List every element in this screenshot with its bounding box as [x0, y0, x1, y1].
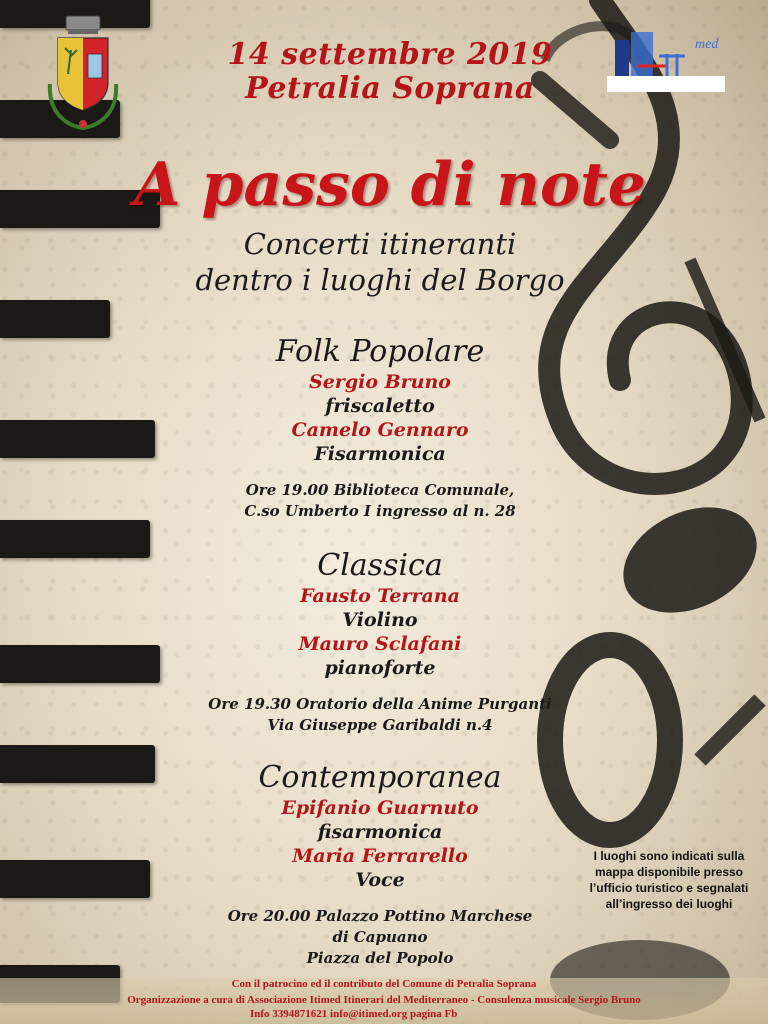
venue-line: di Capuano — [332, 928, 428, 946]
piano-key — [0, 300, 110, 338]
performer-name: Mauro Sclafani — [298, 633, 462, 655]
performer-name: Camelo Gennaro — [291, 419, 469, 441]
section-title: Contemporanea — [258, 760, 502, 795]
performer-instrument: pianoforte — [324, 657, 436, 679]
venue-line: Ore 19.00 Biblioteca Comunale, — [245, 481, 515, 499]
event-date-place — [130, 38, 650, 106]
subtitle-line-1: Concerti itineranti — [243, 227, 517, 261]
municipal-crest-logo — [38, 14, 128, 134]
venue-line: Via Giuseppe Garibaldi n.4 — [267, 716, 493, 734]
note-line: all’ingresso dei luoghi — [605, 897, 733, 911]
performer-instrument: friscaletto — [325, 395, 435, 417]
piano-key — [0, 745, 155, 783]
section-classica — [160, 548, 600, 736]
venue-line: Piazza del Popolo — [306, 949, 454, 967]
piano-key — [0, 860, 150, 898]
subtitle-line-2: dentro i luoghi del Borgo — [195, 263, 565, 297]
footer-contact: Info 3394871621 info@itimed.org pagina Fb — [250, 1008, 458, 1020]
footer-patronage: Con il patrocino ed il contributo del Comune di Petralia Soprana — [231, 978, 537, 990]
note-line: l’ufficio turistico e segnalati — [589, 881, 749, 895]
itimed-logo-text: med — [695, 37, 719, 52]
performer-instrument: Violino — [342, 609, 418, 631]
footer-organization: Organizzazione a cura di Associazione Itimed Itinerari del Mediterraneo - Consulenza musicale Sergio Bruno — [127, 994, 641, 1006]
section-title: Classica — [317, 548, 443, 583]
venue-line: Ore 19.30 Oratorio della Anime Purganti — [208, 695, 552, 713]
event-date: 14 settembre 2019 — [227, 37, 553, 72]
section-contemporanea — [160, 760, 600, 969]
performer-name: Sergio Bruno — [309, 371, 451, 393]
event-subtitle — [100, 226, 660, 298]
section-title: Folk Popolare — [275, 334, 485, 369]
section-folk — [160, 334, 600, 522]
piano-key — [0, 645, 160, 683]
performer-instrument: Voce — [355, 869, 405, 891]
note-line: I luoghi sono indicati sulla — [593, 849, 745, 863]
performer-name: Maria Ferrarello — [292, 845, 468, 867]
piano-key — [0, 520, 150, 558]
note-line: mappa disponibile presso — [594, 865, 744, 879]
event-place: Petralia Soprana — [245, 71, 535, 106]
performer-instrument: fisarmonica — [317, 821, 443, 843]
piano-key — [0, 420, 155, 458]
performer-name: Epifanio Guarnuto — [281, 797, 479, 819]
venue-line: Ore 20.00 Palazzo Pottino Marchese — [227, 907, 533, 925]
map-info-note — [574, 848, 764, 912]
venue-line: C.so Umberto I ingresso al n. 28 — [244, 502, 516, 520]
event-title: A passo di note — [134, 150, 646, 220]
performer-instrument: Fisarmonica — [314, 443, 446, 465]
performer-name: Fausto Terrana — [300, 585, 460, 607]
